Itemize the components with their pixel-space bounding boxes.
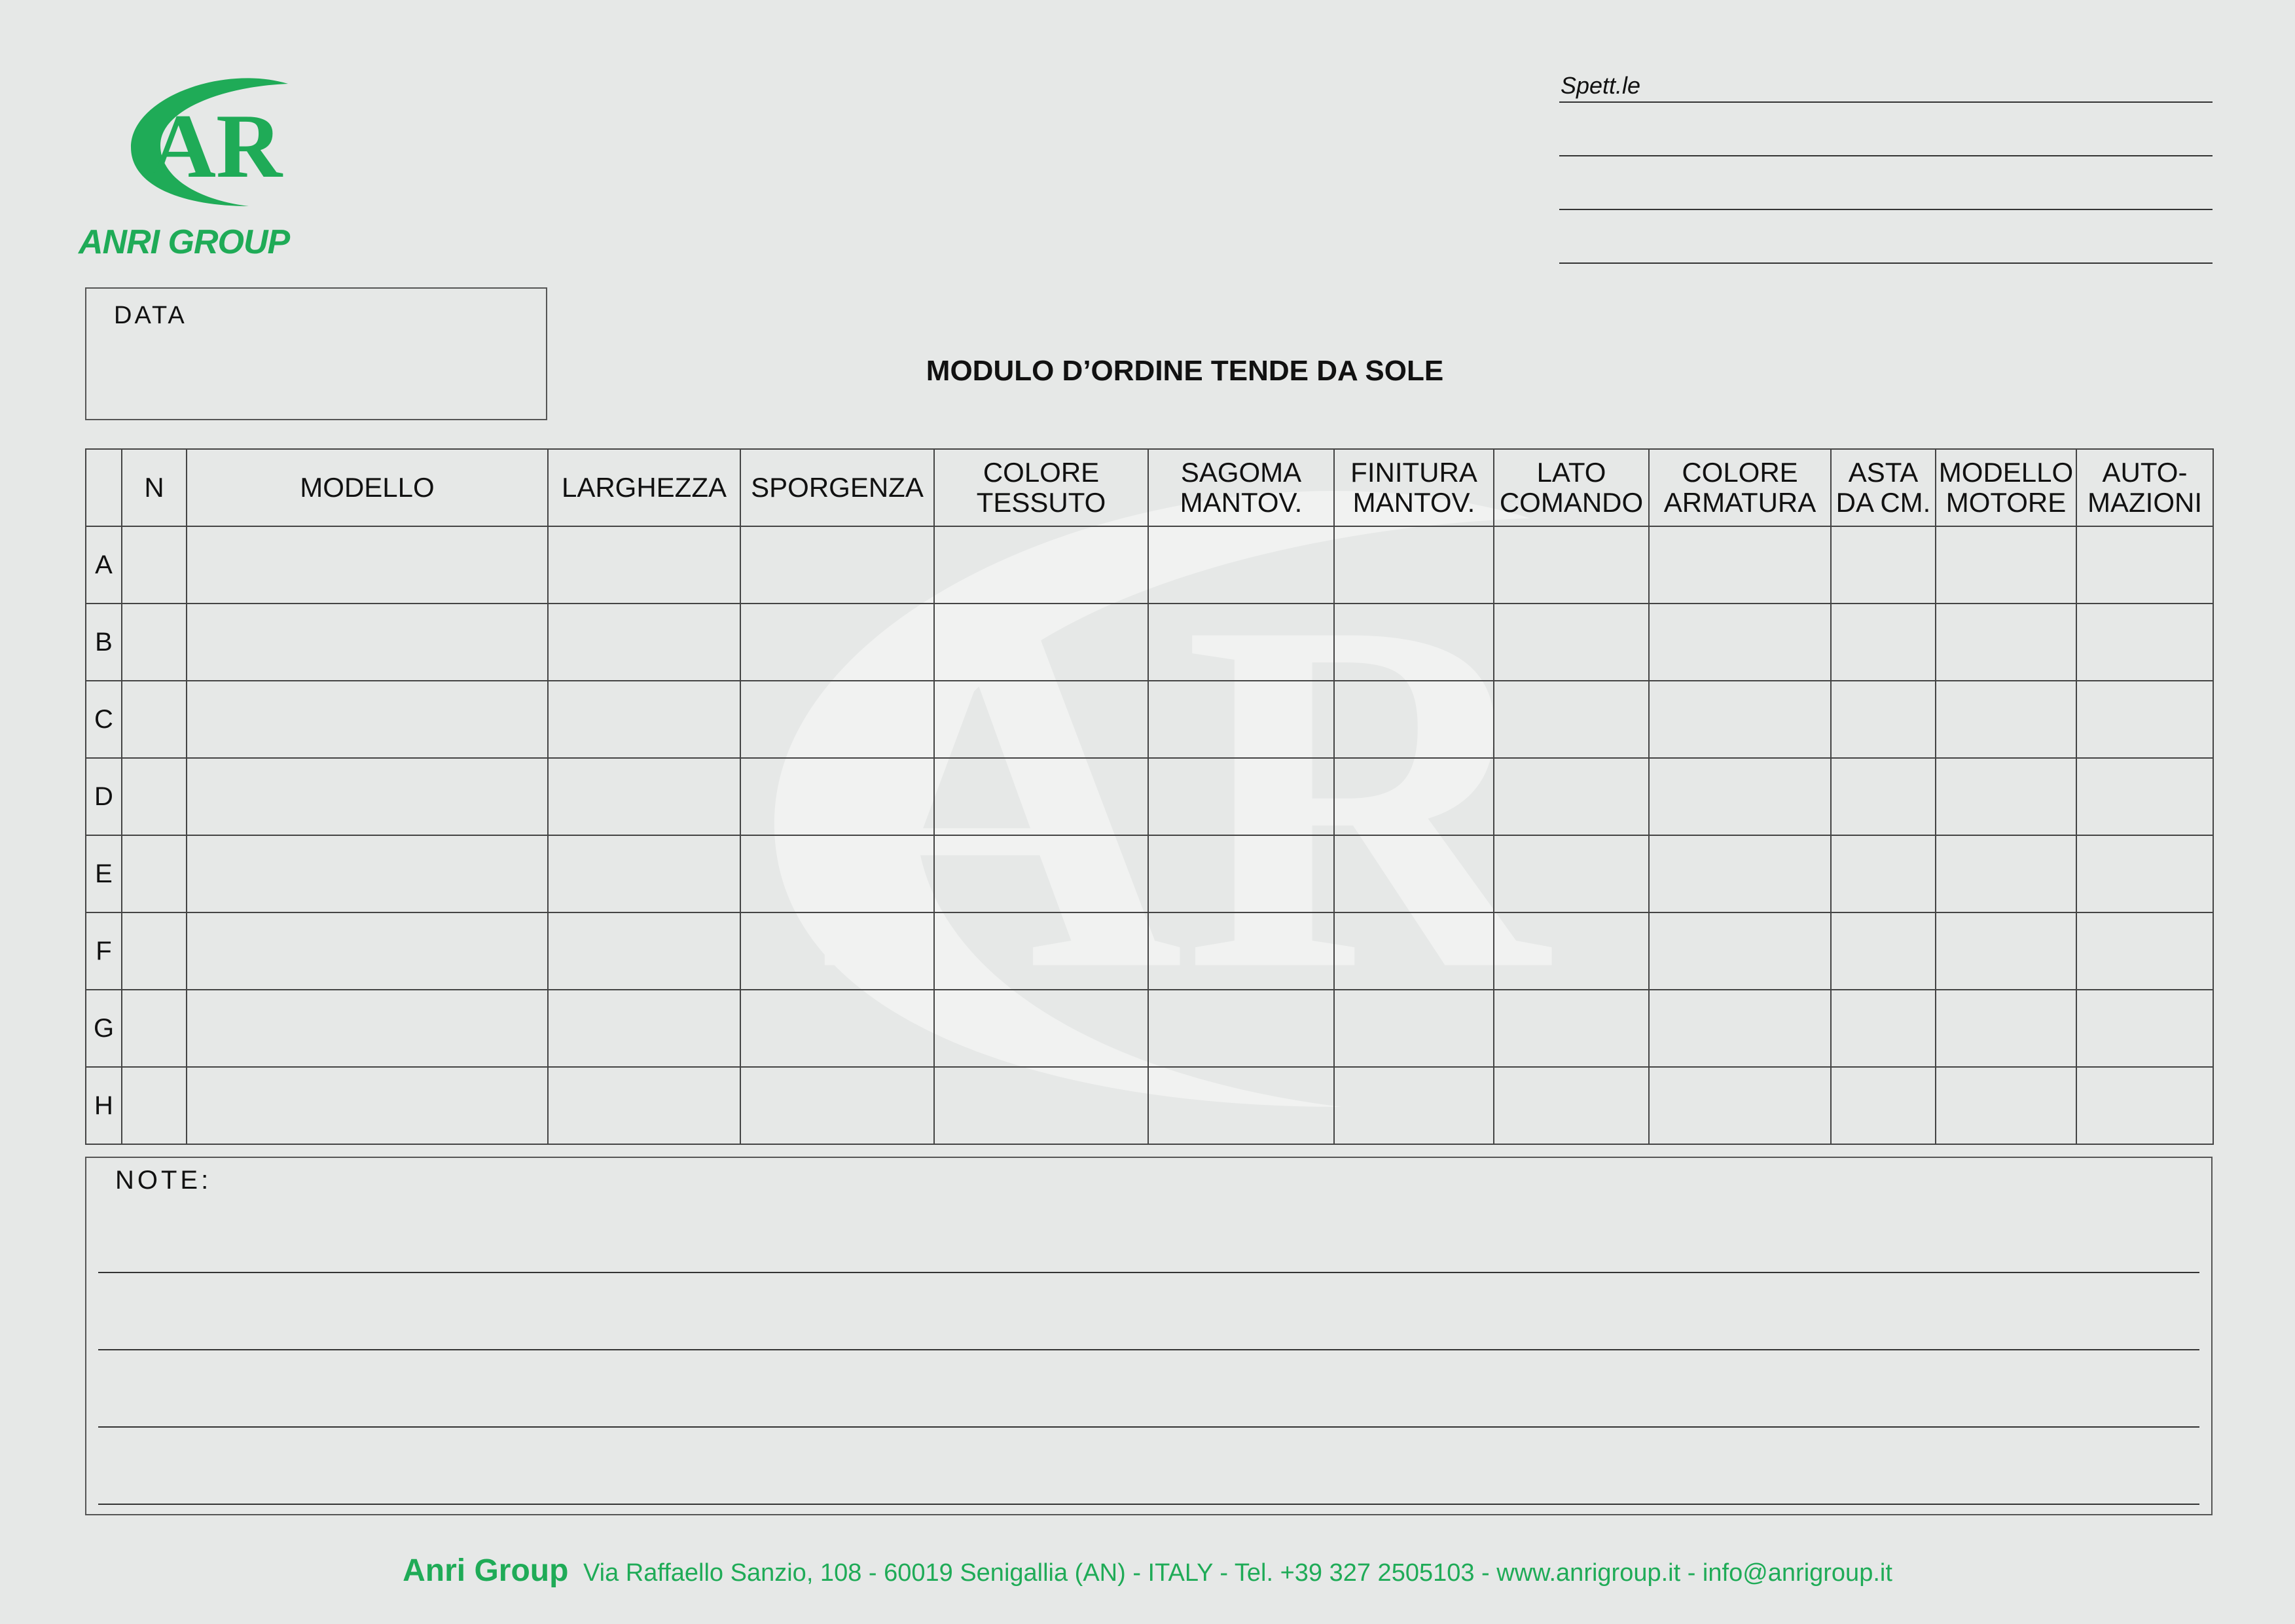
column-header-line-2: TESSUTO <box>976 487 1106 518</box>
table-cell[interactable] <box>934 990 1148 1067</box>
table-row <box>86 604 2213 681</box>
column-header <box>86 449 122 526</box>
table-cell[interactable] <box>548 835 740 912</box>
column-header <box>934 449 1148 526</box>
table-cell[interactable] <box>187 912 548 990</box>
row-label: C <box>86 681 122 758</box>
table-cell[interactable] <box>1148 604 1334 681</box>
column-header-line-1: SPORGENZA <box>751 472 924 503</box>
table-cell[interactable] <box>934 1067 1148 1144</box>
row-label: G <box>86 990 122 1067</box>
column-header <box>1494 449 1649 526</box>
column-header <box>187 449 548 526</box>
table-cell[interactable] <box>934 835 1148 912</box>
table-cell[interactable] <box>187 990 548 1067</box>
footer-brand: Anri Group <box>403 1553 569 1588</box>
table-cell[interactable] <box>122 835 187 912</box>
table-cell[interactable] <box>1936 1067 2076 1144</box>
recipient-line-2[interactable] <box>1559 155 2213 156</box>
table-cell[interactable] <box>187 1067 548 1144</box>
table-cell[interactable] <box>1831 526 1936 604</box>
row-label: D <box>86 758 122 835</box>
table-cell[interactable] <box>1831 912 1936 990</box>
table-cell[interactable] <box>1936 912 2076 990</box>
table-cell[interactable] <box>1936 758 2076 835</box>
column-header <box>122 449 187 526</box>
column-header-line-1: SAGOMA <box>1180 457 1302 488</box>
brand-name: ANRI GROUP <box>79 223 290 261</box>
table-cell[interactable] <box>1649 758 1831 835</box>
table-cell[interactable] <box>2076 681 2213 758</box>
table-cell[interactable] <box>1494 835 1649 912</box>
table-cell[interactable] <box>1936 604 2076 681</box>
table-cell[interactable] <box>1148 912 1334 990</box>
table-cell[interactable] <box>1831 604 1936 681</box>
row-label: A <box>86 526 122 604</box>
table-cell[interactable] <box>1334 912 1494 990</box>
column-header-line-2: MOTORE <box>1945 487 2067 518</box>
table-cell[interactable] <box>548 1067 740 1144</box>
table-cell[interactable] <box>1831 681 1936 758</box>
table-cell[interactable] <box>2076 758 2213 835</box>
table-cell[interactable] <box>1649 912 1831 990</box>
table-cell[interactable] <box>740 681 934 758</box>
table-cell[interactable] <box>2076 912 2213 990</box>
note-line[interactable] <box>98 1504 2199 1505</box>
table-cell[interactable] <box>1649 526 1831 604</box>
table-cell[interactable] <box>934 526 1148 604</box>
table-cell[interactable] <box>548 912 740 990</box>
table-cell[interactable] <box>740 604 934 681</box>
footer <box>0 1553 2295 1589</box>
notes-field[interactable] <box>85 1157 2213 1515</box>
table-cell[interactable] <box>1334 758 1494 835</box>
table-cell[interactable] <box>187 526 548 604</box>
footer-contact: Via Raffaello Sanzio, 108 - 60019 Senigallia (AN) - ITALY - Tel. +39 327 2505103 - www.anrigroup.it - info@anrigroup.it <box>583 1559 1892 1587</box>
table-cell[interactable] <box>122 604 187 681</box>
note-line[interactable] <box>98 1349 2199 1350</box>
table-cell[interactable] <box>2076 835 2213 912</box>
table-cell[interactable] <box>1148 990 1334 1067</box>
column-header-line-1: N <box>144 472 164 503</box>
table-cell[interactable] <box>122 758 187 835</box>
table-cell[interactable] <box>122 1067 187 1144</box>
column-header <box>1649 449 1831 526</box>
table-cell[interactable] <box>934 604 1148 681</box>
table-cell[interactable] <box>1831 758 1936 835</box>
column-header-line-2: COMANDO <box>1499 487 1644 518</box>
table-cell[interactable] <box>122 681 187 758</box>
table-cell[interactable] <box>1148 1067 1334 1144</box>
table-cell[interactable] <box>2076 604 2213 681</box>
table-cell[interactable] <box>740 758 934 835</box>
table-cell[interactable] <box>187 758 548 835</box>
table-row <box>86 912 2213 990</box>
table-cell[interactable] <box>122 526 187 604</box>
recipient-label: Spett.le <box>1561 72 1641 99</box>
table-cell[interactable] <box>1334 990 1494 1067</box>
table-cell[interactable] <box>1494 526 1649 604</box>
table-cell[interactable] <box>934 912 1148 990</box>
table-row <box>86 835 2213 912</box>
table-cell[interactable] <box>740 835 934 912</box>
table-cell[interactable] <box>1649 990 1831 1067</box>
table-cell[interactable] <box>548 681 740 758</box>
table-cell[interactable] <box>1148 835 1334 912</box>
column-header <box>2076 449 2213 526</box>
column-header-line-2: DA CM. <box>1835 487 1931 518</box>
table-cell[interactable] <box>187 835 548 912</box>
watermark-letters: AR <box>820 516 1547 1075</box>
table-row <box>86 758 2213 835</box>
table-cell[interactable] <box>1334 604 1494 681</box>
order-table <box>85 448 2214 1145</box>
table-cell[interactable] <box>1831 835 1936 912</box>
table-cell[interactable] <box>1649 604 1831 681</box>
table-cell[interactable] <box>2076 990 2213 1067</box>
table-cell[interactable] <box>1334 835 1494 912</box>
table-cell[interactable] <box>1494 681 1649 758</box>
recipient-line-3[interactable] <box>1559 209 2213 210</box>
date-field[interactable] <box>85 287 547 420</box>
table-cell[interactable] <box>1936 526 2076 604</box>
column-header-line-1: LATO <box>1536 457 1606 488</box>
column-header-line-1: COLORE <box>983 457 1100 488</box>
table-cell[interactable] <box>934 681 1148 758</box>
table-cell[interactable] <box>1494 990 1649 1067</box>
table-cell[interactable] <box>740 1067 934 1144</box>
row-label: B <box>86 604 122 681</box>
column-header <box>1936 449 2076 526</box>
page-title: MODULO D’ORDINE TENDE DA SOLE <box>926 355 1444 387</box>
table-cell[interactable] <box>1494 604 1649 681</box>
table-cell[interactable] <box>1494 1067 1649 1144</box>
recipient-line-4[interactable] <box>1559 262 2213 264</box>
logo-letters: AR <box>149 96 283 197</box>
notes-label: NOTE: <box>115 1166 212 1195</box>
row-label: F <box>86 912 122 990</box>
column-header <box>1148 449 1334 526</box>
note-line[interactable] <box>98 1426 2199 1428</box>
column-header-line-1: MODELLO <box>1938 457 2074 488</box>
table-cell[interactable] <box>1494 758 1649 835</box>
table-cell[interactable] <box>740 526 934 604</box>
anri-logo <box>124 72 295 209</box>
table-cell[interactable] <box>934 758 1148 835</box>
row-label: E <box>86 835 122 912</box>
table-cell[interactable] <box>187 604 548 681</box>
table-row <box>86 681 2213 758</box>
column-header-line-2: MANTOV. <box>1352 487 1475 518</box>
column-header <box>548 449 740 526</box>
table-cell[interactable] <box>548 758 740 835</box>
table-cell[interactable] <box>548 526 740 604</box>
column-header-line-1: MODELLO <box>300 472 435 503</box>
table-cell[interactable] <box>187 681 548 758</box>
table-cell[interactable] <box>1936 990 2076 1067</box>
table-cell[interactable] <box>1936 835 2076 912</box>
table-row <box>86 1067 2213 1144</box>
table-cell[interactable] <box>2076 526 2213 604</box>
table-cell[interactable] <box>1831 990 1936 1067</box>
table-cell[interactable] <box>122 990 187 1067</box>
table-cell[interactable] <box>1494 912 1649 990</box>
column-header-line-1: FINITURA <box>1350 457 1477 488</box>
column-header-line-2: ARMATURA <box>1663 487 1816 518</box>
note-line[interactable] <box>98 1272 2199 1273</box>
recipient-line-1[interactable] <box>1559 101 2213 103</box>
column-header <box>740 449 934 526</box>
column-header-line-2: MAZIONI <box>2087 487 2202 518</box>
row-label: H <box>86 1067 122 1144</box>
table-cell[interactable] <box>1831 1067 1936 1144</box>
table-cell[interactable] <box>2076 1067 2213 1144</box>
table-row <box>86 990 2213 1067</box>
table-cell[interactable] <box>548 990 740 1067</box>
table-cell[interactable] <box>1148 681 1334 758</box>
column-header-line-1: COLORE <box>1682 457 1798 488</box>
date-label: DATA <box>114 302 187 329</box>
table-cell[interactable] <box>1148 526 1334 604</box>
column-header <box>1334 449 1494 526</box>
column-header-line-1: LARGHEZZA <box>561 472 727 503</box>
column-header-line-1: ASTA <box>1848 457 1919 488</box>
table-cell[interactable] <box>1334 1067 1494 1144</box>
table-cell[interactable] <box>1334 526 1494 604</box>
table-cell[interactable] <box>548 604 740 681</box>
table-cell[interactable] <box>122 912 187 990</box>
table-cell[interactable] <box>1148 758 1334 835</box>
column-header-line-2: MANTOV. <box>1180 487 1303 518</box>
table-row <box>86 526 2213 604</box>
column-header <box>1831 449 1936 526</box>
table-cell[interactable] <box>1334 681 1494 758</box>
table-cell[interactable] <box>1649 681 1831 758</box>
column-header-line-1: AUTO- <box>2102 457 2188 488</box>
table-cell[interactable] <box>1649 1067 1831 1144</box>
table-cell[interactable] <box>740 912 934 990</box>
table-cell[interactable] <box>1649 835 1831 912</box>
table-cell[interactable] <box>740 990 934 1067</box>
table-header-row <box>86 449 2213 526</box>
table-cell[interactable] <box>1936 681 2076 758</box>
